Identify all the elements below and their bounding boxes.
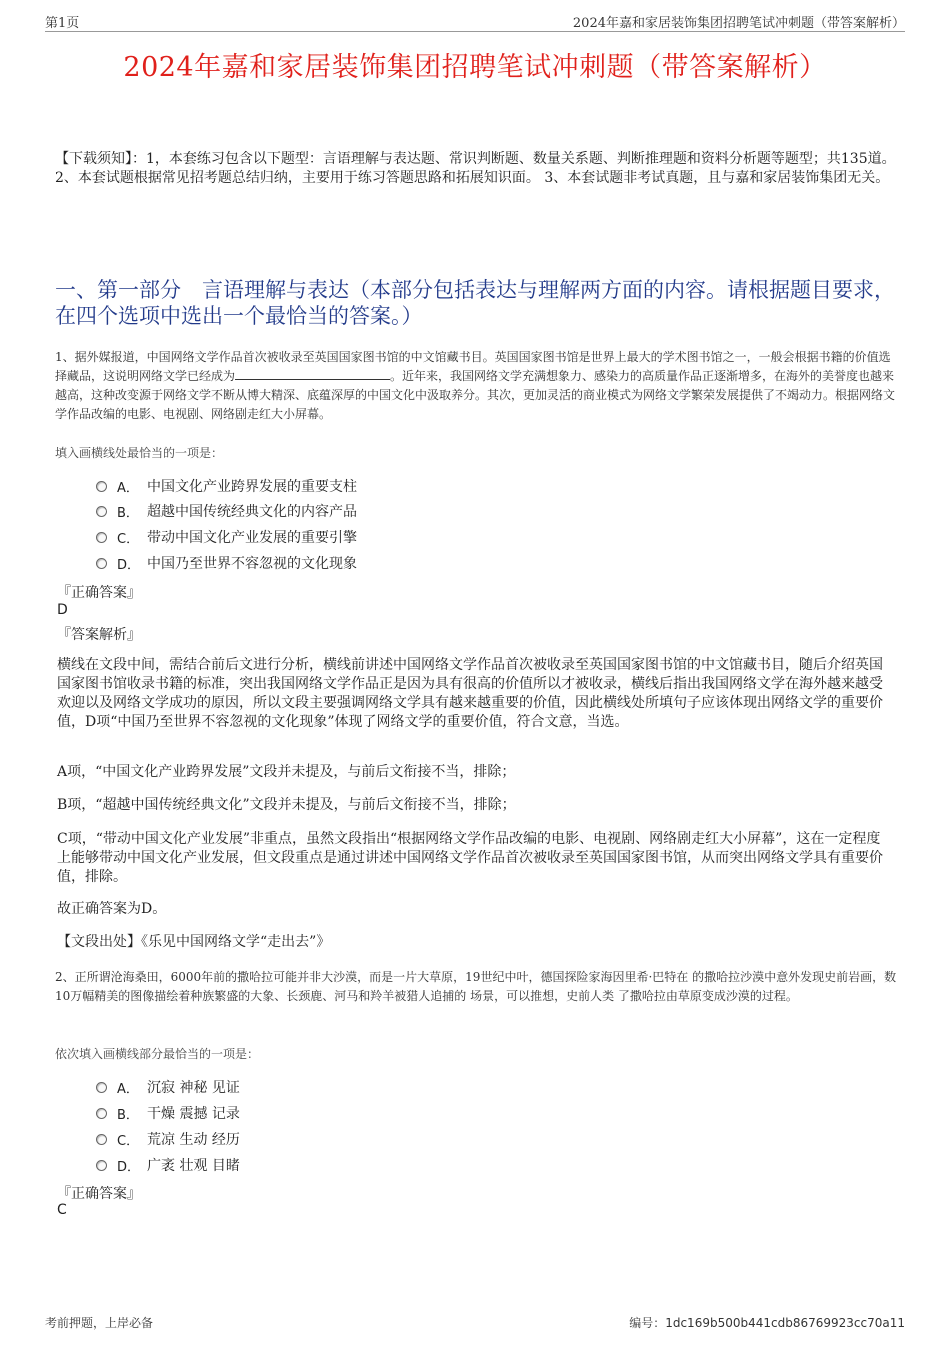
footer-id [629,1314,905,1331]
question-1-source: 【文段出处】《乐见中国网络文学“走出去”》 [57,934,331,950]
option-letter: C． [117,531,140,547]
radio-icon[interactable] [96,1082,107,1093]
question-1-text-before: 1、据外媒报道，中国网络文学作品首次被收录至英国国家图书馆的中文馆藏书目。英国国家图书馆是世界上最大的学术图书馆之一，一般会根据书籍的价值选择藏品，这说明网络文学已经成为 [55,350,891,383]
running-header-title: 2024年嘉和家居装饰集团招聘笔试冲刺题（带答案解析） [572,16,905,31]
option-text: 带动中国文化产业发展的重要引擎 [147,530,357,546]
fill-blank-line [235,367,390,380]
radio-icon[interactable] [96,1134,107,1145]
question-1-option-b[interactable] [96,500,357,522]
radio-icon[interactable] [96,1108,107,1119]
question-2-answer: C [57,1202,67,1218]
option-text: 干燥 震撼 记录 [147,1106,240,1122]
option-text: 广袤 壮观 目睹 [147,1158,240,1174]
option-letter: C． [117,1133,140,1149]
radio-icon[interactable] [96,558,107,569]
question-2-option-a[interactable] [96,1076,240,1098]
question-2-text: 2、正所谓沧海桑田，6000年前的撒哈拉可能并非大沙漠，而是一片大草原，19世纪中叶，德国探险家海因里希·巴特在 的撒哈拉沙漠中意外发现史前岩画，数10万幅精美的图像描绘着种族繁盛的大象、长颈鹿、河马和羚羊被猎人追捕的 场景，可以推想，史前人类 了撒哈拉由草原变成沙漠的过程。 [55,970,897,1003]
analysis-paragraph: C项，“带动中国文化产业发展”非重点，虽然文段指出“根据网络文学作品改编的电影、电视剧、网络剧走红大小屏幕”，这在一定程度上能够带动中国文化产业发展，但文段重点是通过讲述中国网络文学作品首次被收录至英国国家图书馆，从而突出网络文学具有重要价值，排除。 [57,831,883,885]
question-2-prompt: 依次填入画横线部分最恰当的一项是： [55,1047,260,1061]
question-1-option-a[interactable] [96,475,357,497]
question-2-option-b[interactable] [96,1102,240,1124]
page-number: 第1页 [45,16,80,31]
download-notice: 【下载须知】：1，本套练习包含以下题型：言语理解与表达题、常识判断题、数量关系题、判断推理题和资料分析题等题型；共135道。 2、本套试题根据常见招考题总结归纳，主要用于练习答题思路和拓展知识面。 3、本套试题非考试真题，且与嘉和家居装饰集团无关。 [55,151,896,186]
question-1-option-d[interactable] [96,552,357,574]
option-letter: D． [117,1159,141,1175]
header-divider [45,31,905,32]
question-2-answer-label: 『正确答案』 [57,1186,141,1202]
question-1-answer: D [57,602,68,618]
question-1-text [55,348,900,424]
section-heading: 一、第一部分 言语理解与表达（本部分包括表达与理解两方面的内容。请根据题目要求，在四个选项中选出一个最恰当的答案。） [55,278,895,328]
analysis-paragraph: 横线在文段中间，需结合前后文进行分析，横线前讲述中国网络文学作品首次被收录至英国国家图书馆的中文馆藏书目，随后介绍英国国家图书馆收录书籍的标准，突出我国网络文学作品正是因为具有很高的价值所以才被收录，横线后指出我国网络文学在海外越来越受欢迎以及网络文学成功的原因，所以文段主要强调网络文学具有越来越重要的价值，因此横线处所填句子应该体现出网络文学的重要价值，D项“中国乃至世界不容忽视的文化现象”体现了网络文学的重要价值，符合文意，当选。 [57,657,883,730]
radio-icon[interactable] [96,481,107,492]
option-text: 中国乃至世界不容忽视的文化现象 [147,556,357,572]
question-1-analysis-label: 『答案解析』 [57,627,141,643]
option-letter: A． [117,1081,139,1097]
option-letter: B． [117,505,139,521]
analysis-paragraph: B项，“超越中国传统经典文化”文段并未提及，与前后文衔接不当，排除； [57,797,516,813]
option-text: 沉寂 神秘 见证 [147,1080,240,1096]
question-2-option-d[interactable] [96,1154,240,1176]
option-text: 超越中国传统经典文化的内容产品 [147,504,357,520]
radio-icon[interactable] [96,532,107,543]
option-letter: B． [117,1107,139,1123]
footer-id-label: 编号： [629,1316,666,1330]
question-1-option-c[interactable] [96,526,357,548]
question-1-answer-label: 『正确答案』 [57,585,141,601]
option-text: 荒凉 生动 经历 [147,1132,240,1148]
radio-icon[interactable] [96,506,107,517]
analysis-paragraph: A项，“中国文化产业跨界发展”文段并未提及，与前后文衔接不当，排除； [57,764,516,780]
footer-id-value: 1dc169b500b441cdb86769923cc70a11 [665,1316,905,1330]
radio-icon[interactable] [96,1160,107,1171]
footer-slogan: 考前押题，上岸必备 [45,1316,154,1330]
analysis-paragraph: 故正确答案为D。 [57,901,167,917]
question-2-option-c[interactable] [96,1128,240,1150]
question-1-prompt: 填入画横线处最恰当的一项是： [55,446,224,460]
option-letter: D． [117,557,141,573]
option-letter: A． [117,480,139,496]
question-1-text-after: 。近年来，我国网络文学充满想象力、感染力的高质量作品正逐渐增多，在海外的美誉度也越来越高，这种改变源于网络文学不断从博大精深、底蕴深厚的中国文化中汲取养分。其次，更加灵活的商业模式为网络文学繁荣发展提供了不竭动力。根据网络文学作品改编的电影、电视剧、网络剧走红大小屏幕。 [55,369,896,421]
option-text: 中国文化产业跨界发展的重要支柱 [147,479,357,495]
document-title: 2024年嘉和家居装饰集团招聘笔试冲刺题（带答案解析） [123,52,827,83]
